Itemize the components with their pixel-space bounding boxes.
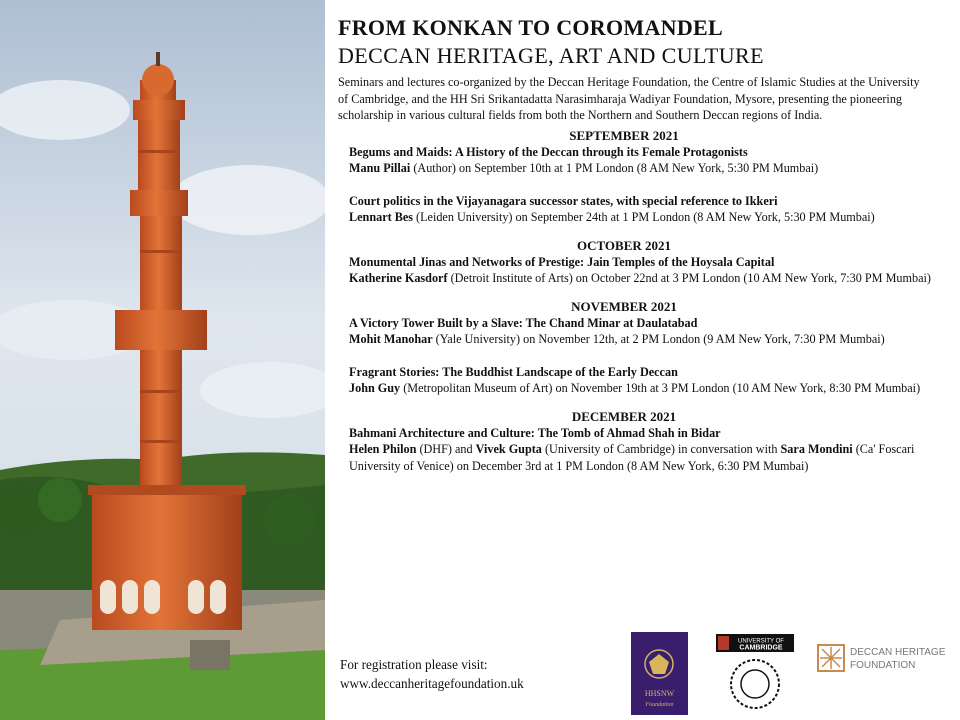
event-item: [349, 364, 934, 397]
chand-minar-photo: [0, 0, 325, 720]
dhf-text-1: DECCAN HERITAGE: [850, 647, 946, 658]
speaker-name: Sara Mondini: [780, 442, 853, 456]
event-info: (Metropolitan Museum of Art) on November 19th at 3 PM London (10 AM New York, 8:30 PM Mumbai): [400, 381, 921, 395]
event-title: Court politics in the Vijayanagara successor states, with special reference to Ikkeri: [349, 193, 778, 208]
hhsnw-text: HHSNW: [644, 689, 675, 698]
event-item: [349, 193, 934, 226]
event-item: [349, 144, 934, 177]
event-title: Bahmani Architecture and Culture: The Tomb of Ahmad Shah in Bidar: [349, 425, 721, 440]
event-programme: [338, 14, 938, 474]
cambridge-crest-icon: [716, 634, 794, 714]
tower-illustration: [0, 0, 325, 720]
page-subtitle: DECCAN HERITAGE, ART AND CULTURE: [338, 43, 764, 68]
speaker-name: Katherine Kasdorf: [349, 271, 448, 285]
event-title: A Victory Tower Built by a Slave: The Chand Minar at Daulatabad: [349, 315, 698, 330]
hhsnw-crest-icon: [631, 632, 688, 715]
dhf-text-2: FOUNDATION: [850, 660, 916, 671]
hhsnw-subtext: Foundation: [645, 702, 674, 708]
hhsnw-foundation-logo: [631, 632, 688, 715]
speaker-name: Lennart Bes: [349, 210, 413, 224]
page-title: FROM KONKAN TO COROMANDEL: [338, 15, 723, 40]
event-info: (Yale University) on November 12th, at 2 PM London (9 AM New York, 7:30 PM Mumbai): [432, 332, 885, 346]
event-details: [349, 270, 934, 287]
event-details: [349, 209, 934, 226]
event-details: [349, 380, 934, 397]
event-info: (DHF) and: [416, 442, 476, 456]
dhf-mark-icon: [816, 642, 951, 674]
speaker-name: Vivek Gupta: [475, 442, 542, 456]
event-title: Fragrant Stories: The Buddhist Landscape of the Early Deccan: [349, 364, 678, 379]
event-item: [349, 254, 934, 287]
event-info: (Leiden University) on September 24th at 1 PM London (8 AM New York, 5:30 PM Mumbai): [412, 210, 875, 224]
cambridge-logo: [716, 634, 794, 719]
deccan-heritage-foundation-logo: [816, 642, 951, 674]
speaker-name: Mohit Manohar: [349, 332, 433, 346]
event-item: [349, 425, 934, 475]
event-details: [349, 160, 934, 177]
event-details: [349, 331, 934, 348]
event-info: (Detroit Institute of Arts) on October 22nd at 3 PM London (10 AM New York, 7:30 PM Mumbai): [447, 271, 931, 285]
speaker-name: Helen Philon: [349, 442, 417, 456]
registration-url[interactable]: www.deccanheritagefoundation.uk: [340, 676, 524, 691]
event-info: (Author) on September 10th at 1 PM London (8 AM New York, 5:30 PM Mumbai): [410, 161, 819, 175]
event-title: Monumental Jinas and Networks of Prestige: Jain Temples of the Hoysala Capital: [349, 254, 775, 269]
registration-label: For registration please visit:: [340, 657, 488, 672]
event-title: Begums and Maids: A History of the Deccan through its Female Protagonists: [349, 144, 748, 159]
cam-text-2: CAMBRIDGE: [739, 644, 783, 652]
event-info: (University of Cambridge) in conversation with: [541, 442, 781, 456]
registration-info: [340, 655, 524, 693]
month-heading-december: DECEMBER 2021: [571, 408, 677, 424]
event-details: [349, 441, 934, 474]
month-heading-october: OCTOBER 2021: [576, 237, 672, 253]
event-item: [349, 315, 934, 348]
event-info: (Ca' Foscari University of Venice) on December 3rd at 1 PM London (8 AM New York, 6:30 PM Mumbai): [349, 442, 915, 473]
cam-text-1: UNIVERSITY OF: [738, 638, 784, 645]
speaker-name: John Guy: [349, 381, 401, 395]
intro-paragraph: Seminars and lectures co-organized by the Deccan Heritage Foundation, the Centre of Islamic Studies at the University of Cambridge, and the HH Sri Srikantadatta Narasimharaja Wadiyar Foundation, Mysore, presenting the pioneering scholarship in various cultural fields from both the Northern and Southern Deccan regions of India.: [338, 75, 920, 122]
month-heading-november: NOVEMBER 2021: [571, 298, 677, 314]
month-heading-september: SEPTEMBER 2021: [569, 127, 679, 143]
speaker-name: Manu Pillai: [349, 161, 411, 175]
